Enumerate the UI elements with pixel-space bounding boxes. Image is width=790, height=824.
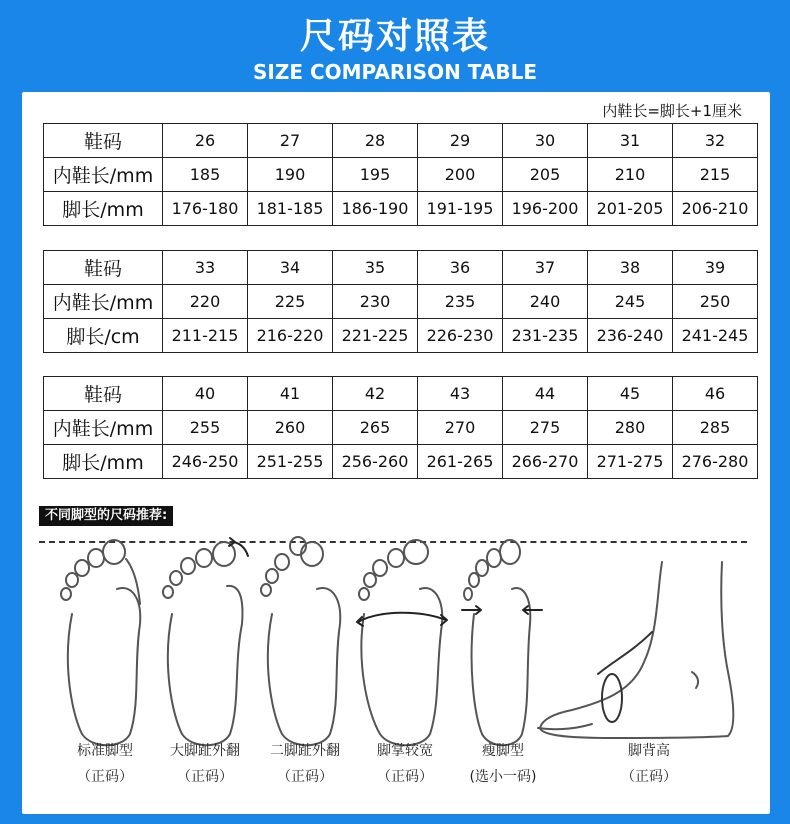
- table-cell: 211-215: [163, 319, 248, 353]
- table-cell: 220: [163, 285, 248, 319]
- table-cell: 275: [503, 411, 588, 445]
- table-cell: 27: [248, 124, 333, 158]
- table-row: [44, 158, 758, 192]
- table-row: [44, 124, 758, 158]
- table-cell: 265: [333, 411, 418, 445]
- table-cell: 215: [673, 158, 758, 192]
- table-cell: 186-190: [333, 192, 418, 226]
- table-cell: 181-185: [248, 192, 333, 226]
- table-cell: 236-240: [588, 319, 673, 353]
- table-cell: 41: [248, 377, 333, 411]
- row-label: 脚长/mm: [44, 445, 163, 479]
- foot-type-label: 脚背高: [628, 743, 670, 759]
- table-row: [44, 251, 758, 285]
- table-cell: 280: [588, 411, 673, 445]
- table-cell: 285: [673, 411, 758, 445]
- table-cell: 45: [588, 377, 673, 411]
- table-cell: 210: [588, 158, 673, 192]
- table-cell: 206-210: [673, 192, 758, 226]
- row-label: 鞋码: [44, 377, 163, 411]
- table-cell: 35: [333, 251, 418, 285]
- foot-type-label: 二脚趾外翻: [270, 743, 340, 759]
- table-cell: 36: [418, 251, 503, 285]
- table-cell: 46: [673, 377, 758, 411]
- second-toe-out-foot-icon: [261, 537, 340, 745]
- table-cell: 276-280: [673, 445, 758, 479]
- table-cell: 250: [673, 285, 758, 319]
- table-cell: 191-195: [418, 192, 503, 226]
- table-row: [44, 192, 758, 226]
- table-cell: 44: [503, 377, 588, 411]
- foot-illustrations: [22, 532, 770, 772]
- table-row: [44, 377, 758, 411]
- table-cell: 230: [333, 285, 418, 319]
- foot-type-label: 瘦脚型: [482, 743, 524, 759]
- slim-foot-icon: [462, 540, 542, 745]
- table-cell: 38: [588, 251, 673, 285]
- page-subtitle: SIZE COMPARISON TABLE: [252, 60, 538, 84]
- table-cell: 32: [673, 124, 758, 158]
- row-label: 内鞋长/mm: [44, 285, 163, 319]
- row-label: 鞋码: [44, 251, 163, 285]
- table-cell: 176-180: [163, 192, 248, 226]
- foot-type-label: 脚掌较宽: [377, 743, 433, 759]
- table-cell: 201-205: [588, 192, 673, 226]
- table-cell: 256-260: [333, 445, 418, 479]
- table-cell: 26: [163, 124, 248, 158]
- foot-type-advice: (选小一码): [469, 769, 537, 785]
- table-cell: 260: [248, 411, 333, 445]
- size-table-1: [43, 123, 758, 226]
- high-instep-foot-icon: [538, 562, 733, 738]
- table-cell: 196-200: [503, 192, 588, 226]
- table-cell: 185: [163, 158, 248, 192]
- page-title: 尺码对照表: [299, 16, 490, 57]
- table-cell: 240: [503, 285, 588, 319]
- table-cell: 195: [333, 158, 418, 192]
- table-cell: 28: [333, 124, 418, 158]
- table-cell: 255: [163, 411, 248, 445]
- table-cell: 235: [418, 285, 503, 319]
- table-cell: 261-265: [418, 445, 503, 479]
- foot-type-advice: （正码）: [177, 769, 233, 785]
- row-label: 内鞋长/mm: [44, 158, 163, 192]
- foot-type-advice: （正码）: [77, 769, 133, 785]
- standard-foot-icon: [61, 540, 140, 745]
- table-cell: 37: [503, 251, 588, 285]
- table-cell: 266-270: [503, 445, 588, 479]
- table-cell: 205: [503, 158, 588, 192]
- wide-foot-icon: [357, 540, 447, 745]
- recommend-banner: 不同脚型的尺码推荐:: [39, 506, 173, 526]
- table-cell: 225: [248, 285, 333, 319]
- row-label: 脚长/cm: [44, 319, 163, 353]
- table-cell: 270: [418, 411, 503, 445]
- table-cell: 231-235: [503, 319, 588, 353]
- table-cell: 221-225: [333, 319, 418, 353]
- table-cell: 34: [248, 251, 333, 285]
- size-table-3: [43, 376, 758, 479]
- table-cell: 241-245: [673, 319, 758, 353]
- table-cell: 33: [163, 251, 248, 285]
- table-cell: 39: [673, 251, 758, 285]
- row-label: 脚长/mm: [44, 192, 163, 226]
- table-cell: 43: [418, 377, 503, 411]
- row-label: 内鞋长/mm: [44, 411, 163, 445]
- table-cell: 29: [418, 124, 503, 158]
- foot-type-advice: （正码）: [377, 769, 433, 785]
- foot-type-label: 大脚趾外翻: [170, 743, 240, 759]
- size-note: 内鞋长=脚长+1厘米: [602, 102, 742, 120]
- table-cell: 42: [333, 377, 418, 411]
- row-label: 鞋码: [44, 124, 163, 158]
- table-cell: 251-255: [248, 445, 333, 479]
- table-row: [44, 411, 758, 445]
- table-row: [44, 445, 758, 479]
- table-cell: 30: [503, 124, 588, 158]
- table-cell: 40: [163, 377, 248, 411]
- content-panel: [22, 92, 770, 814]
- table-cell: 245: [588, 285, 673, 319]
- table-cell: 271-275: [588, 445, 673, 479]
- table-cell: 31: [588, 124, 673, 158]
- table-cell: 246-250: [163, 445, 248, 479]
- table-row: [44, 319, 758, 353]
- size-table-2: [43, 250, 758, 353]
- table-cell: 226-230: [418, 319, 503, 353]
- table-row: [44, 285, 758, 319]
- big-toe-out-foot-icon: [163, 538, 248, 745]
- table-cell: 216-220: [248, 319, 333, 353]
- table-cell: 200: [418, 158, 503, 192]
- table-cell: 190: [248, 158, 333, 192]
- foot-type-advice: （正码）: [621, 769, 677, 785]
- foot-type-advice: （正码）: [277, 769, 333, 785]
- foot-type-label: 标准脚型: [77, 743, 133, 759]
